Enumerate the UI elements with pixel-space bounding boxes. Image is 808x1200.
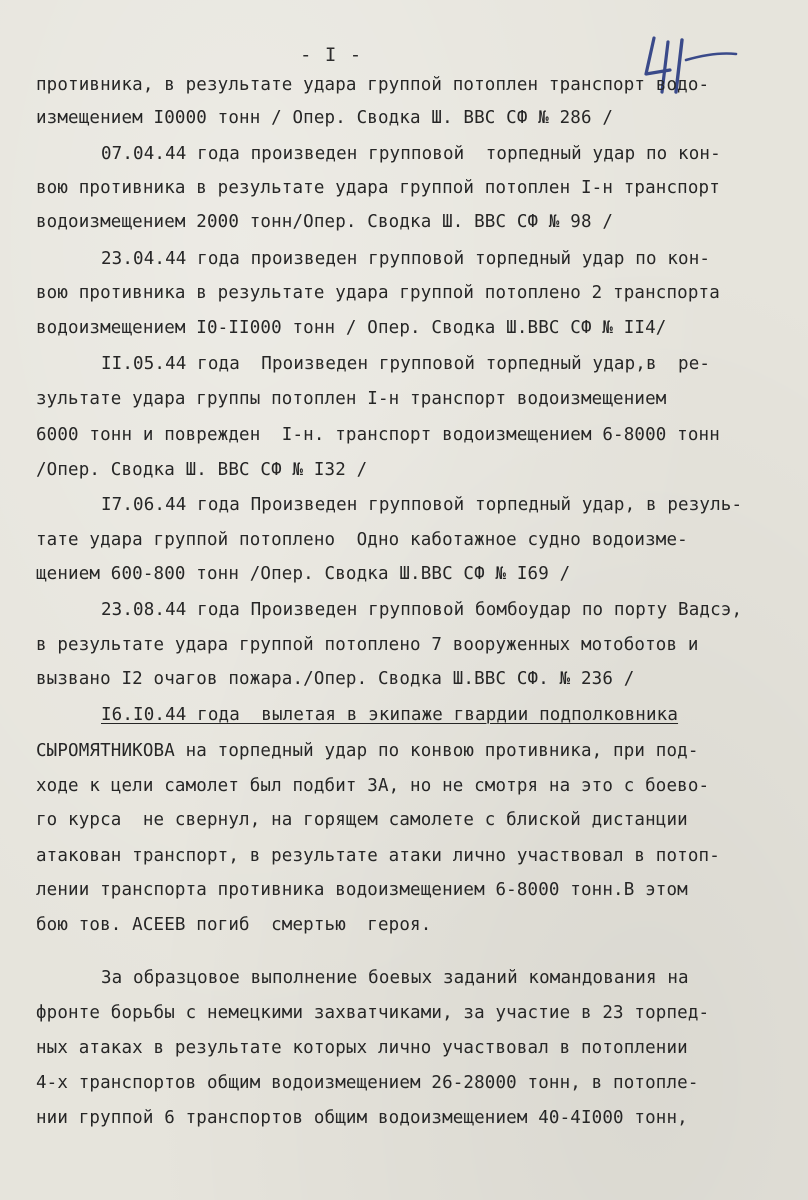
text-line: 4-х транспортов общим водоизмещением 26-28000 тонн, в потопле- [36, 1073, 699, 1093]
text-line: нии группой 6 транспортов общим водоизмещением 40-4I000 тонн, [36, 1108, 688, 1128]
text-line: зультате удара группы потоплен I-н транспорт водоизмещением [36, 389, 667, 409]
text-line: бою тов. АСЕЕВ погиб смертью героя. [36, 915, 432, 935]
text-line: противника, в результате удара группой потоплен транспорт водо- [36, 75, 710, 95]
text-line: /Опер. Сводка Ш. ВВС СФ № I32 / [36, 460, 368, 480]
text-line: СЫРОМЯТНИКОВА на торпедный удар по конвою противника, при под- [36, 741, 699, 761]
text-line: 6000 тонн и поврежден I-н. транспорт водоизмещением 6-8000 тонн [36, 425, 720, 445]
text-line: в результате удара группой потоплено 7 вооруженных мотоботов и [36, 635, 699, 655]
text-line: фронте борьбы с немецкими захватчиками, за участие в 23 торпед- [36, 1003, 710, 1023]
text-line: вою противника в результате удара группой потоплено 2 транспорта [36, 283, 720, 303]
text-line: вызвано I2 очагов пожара./Опер. Сводка Ш.ВВС СФ. № 236 / [36, 669, 635, 689]
text-line: го курса не свернул, на горящем самолете с блиской дистанции [36, 810, 688, 830]
text-line: водоизмещением I0-II000 тонн / Опер. Сводка Ш.ВВС СФ № II4/ [36, 318, 667, 338]
text-line: атакован транспорт, в результате атаки лично участвовал в потоп- [36, 846, 720, 866]
text-line: щением 600-800 тонн /Опер. Сводка Ш.ВВС СФ № I69 / [36, 564, 571, 584]
text-line: II.05.44 года Произведен групповой торпедный удар,в ре- [101, 354, 711, 374]
text-line: измещением I0000 тонн / Опер. Сводка Ш. ВВС СФ № 286 / [36, 108, 614, 128]
text-line: I7.06.44 года Произведен групповой торпедный удар, в резуль- [101, 495, 743, 515]
text-line: ных атаках в результате которых лично участвовал в потоплении [36, 1038, 688, 1058]
text-line: водоизмещением 2000 тонн/Опер. Сводка Ш. ВВС СФ № 98 / [36, 212, 614, 232]
text-line: 23.04.44 года произведен групповой торпедный удар по кон- [101, 249, 711, 269]
text-line: 23.08.44 года Произведен групповой бомбоудар по порту Вадсэ, [101, 600, 743, 620]
page-number: - I - [300, 44, 363, 66]
text-line: ходе к цели самолет был подбит ЗА, но не смотря на это с боево- [36, 776, 710, 796]
text-line: 07.04.44 года произведен групповой торпедный удар по кон- [101, 144, 721, 164]
text-line: За образцовое выполнение боевых заданий командования на [101, 968, 689, 988]
text-line: I6.I0.44 года вылетая в экипаже гвардии подполковника [101, 705, 679, 725]
text-line: лении транспорта противника водоизмещением 6-8000 тонн.В этом [36, 880, 688, 900]
text-line: тате удара группой потоплено Одно каботажное судно водоизме- [36, 530, 688, 550]
text-line: вою противника в результате удара группой потоплен I-н транспорт [36, 178, 720, 198]
